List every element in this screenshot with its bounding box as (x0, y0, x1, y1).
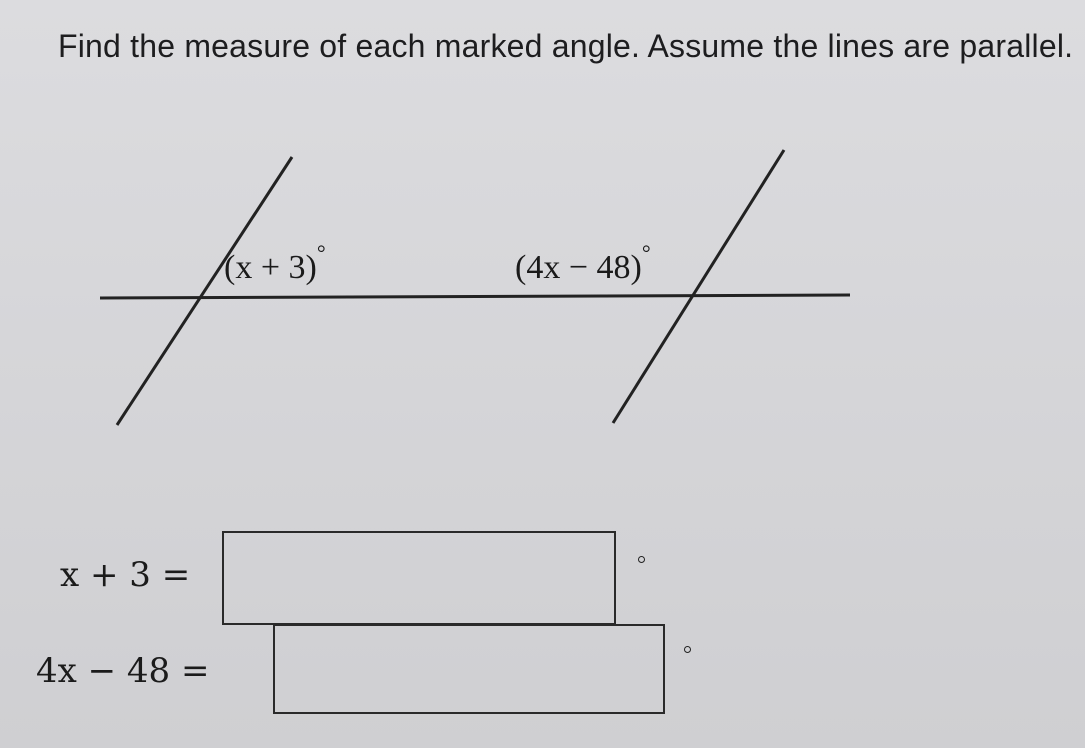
degree-mark-2 (684, 646, 691, 653)
equation-label-2: 4x − 48 = (36, 651, 210, 691)
angle-label-right: (4x − 48)° (515, 240, 651, 286)
degree-mark-1 (638, 556, 645, 563)
instruction-text: Find the measure of each marked angle. Assume the lines are parallel. (58, 28, 1074, 64)
angle-label-left: (x + 3)° (224, 240, 326, 286)
parallel-line-left (117, 157, 292, 425)
transversal-line (100, 295, 850, 298)
answer-input-2[interactable] (273, 624, 665, 714)
equation-label-1: x + 3 = (60, 555, 191, 595)
answer-input-1[interactable] (222, 531, 616, 625)
